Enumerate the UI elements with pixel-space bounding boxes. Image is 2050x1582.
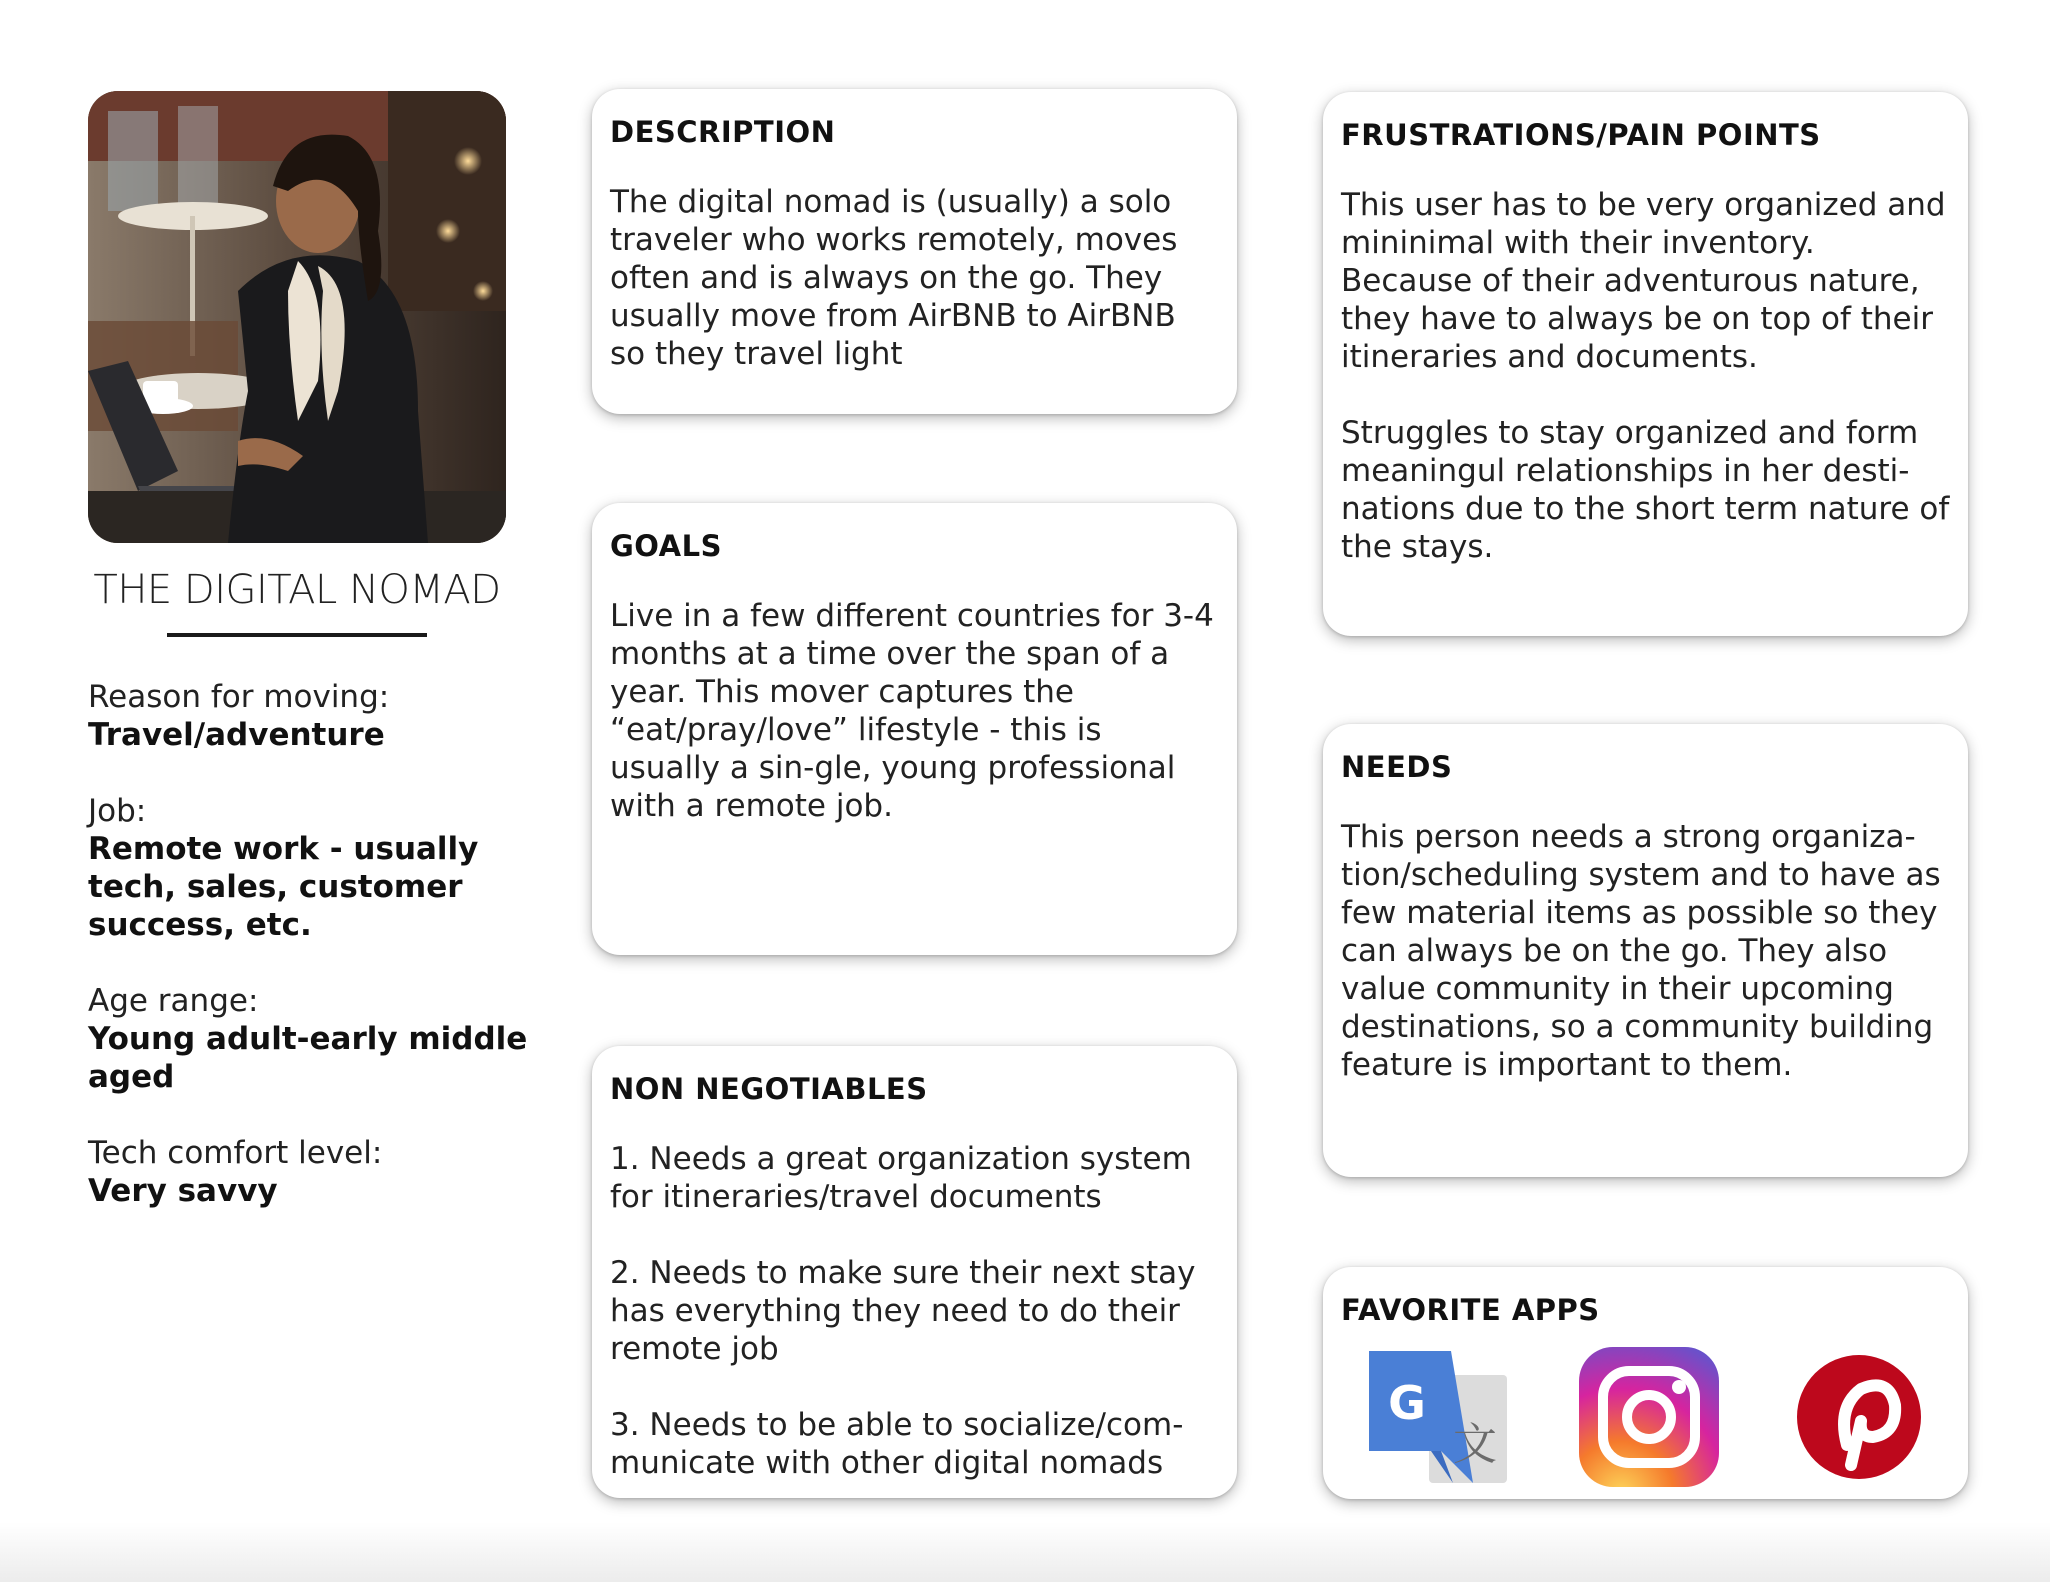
non-negotiables-card bbox=[592, 1046, 1237, 1498]
card-title: FAVORITE APPS bbox=[1341, 1293, 1600, 1327]
pinterest-icon[interactable] bbox=[1789, 1347, 1929, 1487]
card-body: Live in a few different countries for 3-4 months at a time over the span of a year. This mover captures the “eat/pray/love” lifestyle - this is usually a sin-gle, young professional with a remote job. bbox=[610, 598, 1214, 824]
goals-card bbox=[592, 503, 1237, 955]
fact-label: Reason for moving: bbox=[88, 679, 390, 715]
frustrations-card bbox=[1323, 92, 1968, 636]
card-body: The digital nomad is (usually) a solo traveler who works remotely, moves often and is always on the go. They usually move from AirBNB to AirBNB so they travel light bbox=[610, 184, 1178, 372]
fact-job bbox=[88, 792, 528, 944]
fact-value: Very savvy bbox=[88, 1173, 278, 1209]
fact-label: Tech comfort level: bbox=[88, 1135, 383, 1171]
paragraph: Struggles to stay organized and form meaningul relationships in her desti-nations due to the short term nature of the stays. bbox=[1341, 415, 1950, 565]
persona-name: THE DIGITAL NOMAD bbox=[93, 567, 501, 613]
fact-reason bbox=[88, 678, 528, 754]
fact-value: Young adult-early middle aged bbox=[88, 1021, 528, 1095]
description-card bbox=[592, 89, 1237, 414]
needs-card bbox=[1323, 724, 1968, 1177]
fact-value: Travel/adventure bbox=[88, 717, 385, 753]
fact-label: Age range: bbox=[88, 983, 259, 1019]
card-body: This person needs a strong organiza-tion/scheduling system and to have as few material items as possible so they can always be on the go. They also value community in their upcoming destinations, so a community building feature is important to them. bbox=[1341, 819, 1941, 1083]
persona-facts bbox=[88, 678, 528, 1248]
card-title: NEEDS bbox=[1341, 750, 1453, 784]
apps-row bbox=[1369, 1347, 1929, 1487]
fact-label: Job: bbox=[88, 793, 147, 829]
card-title: GOALS bbox=[610, 529, 722, 563]
name-underline bbox=[167, 633, 427, 637]
card-body bbox=[1341, 186, 1950, 566]
card-title: DESCRIPTION bbox=[610, 115, 836, 149]
paragraph: This user has to be very organized and mininimal with their inventory. Because of their adventurous nature, they have to always be on top of their itineraries and documents. bbox=[1341, 187, 1946, 375]
google-translate-icon[interactable] bbox=[1369, 1347, 1509, 1487]
card-title: NON NEGOTIABLES bbox=[610, 1072, 928, 1106]
list-item: 1. Needs a great organization system for itineraries/travel documents bbox=[610, 1141, 1192, 1215]
instagram-icon[interactable] bbox=[1579, 1347, 1719, 1487]
list-item: 2. Needs to make sure their next stay has everything they need to do their remote job bbox=[610, 1255, 1196, 1367]
svg-text:文: 文 bbox=[1453, 1419, 1497, 1470]
card-title: FRUSTRATIONS/PAIN POINTS bbox=[1341, 118, 1821, 152]
list-item: 3. Needs to be able to socialize/com-municate with other digital nomads bbox=[610, 1407, 1184, 1481]
page-bottom-fade bbox=[0, 1522, 2050, 1582]
cafe-photo-illustration bbox=[88, 91, 506, 543]
fact-tech-comfort bbox=[88, 1134, 528, 1210]
fact-value: Remote work - usually tech, sales, customer success, etc. bbox=[88, 831, 479, 943]
fact-age-range bbox=[88, 982, 528, 1096]
persona-photo bbox=[88, 91, 506, 543]
favorite-apps-card bbox=[1323, 1267, 1968, 1499]
card-body bbox=[610, 1140, 1219, 1482]
svg-text:G: G bbox=[1388, 1376, 1426, 1430]
